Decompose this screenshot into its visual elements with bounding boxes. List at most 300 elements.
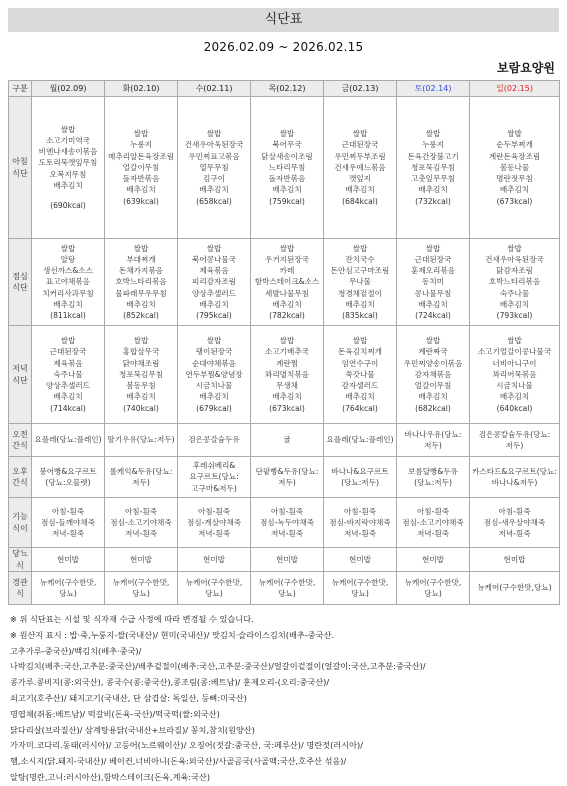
menu-cell [32, 548, 105, 572]
menu-item: (724kcal) [415, 311, 451, 320]
menu-cell [324, 498, 397, 548]
menu-cell [32, 498, 105, 548]
menu-item: 양상추샐러드 [191, 288, 236, 298]
facility-name: 보람요양원 [497, 61, 555, 75]
menu-item: 점심-바지락야채죽 [329, 517, 391, 527]
menu-item: 배추김치 [126, 185, 156, 195]
menu-item: 저녁-흰죽 [416, 529, 450, 539]
menu-item: 임연수구이 [341, 358, 379, 368]
menu-item: 고춧잎무무침 [410, 174, 455, 184]
menu-item: 저녁-흰죽 [343, 529, 377, 539]
menu-cell [105, 97, 178, 239]
menu-item: 동치미 [421, 277, 444, 287]
row-label-line: 식 [16, 560, 24, 570]
menu-item: 연두부찜&양념장 [185, 369, 243, 379]
menu-item: 배추김치 [418, 299, 448, 309]
note-line: 가자미.코다리.동태(러시아)/ 고등어(노르웨이산)/ 오징어(젓갈:중국산, 국:페루산)/ 명란젓(러시아)/ [10, 740, 363, 751]
menu-item: 알탕 [60, 254, 76, 264]
menu-item: 청경채겉절이 [337, 288, 382, 298]
note-line: 고추가루-중국산)/백김치(배추·중국)/ [10, 645, 142, 656]
menu-item: 저녁-흰죽 [124, 529, 158, 539]
menu-cell [397, 326, 470, 424]
row-label [9, 498, 32, 548]
menu-title: 식단표 [8, 8, 559, 32]
menu-item: 우민찌두부조림 [334, 151, 386, 161]
menu-item: 카스타드&요구르트(당뇨:바나나&저두) [472, 466, 557, 487]
menu-item: 쌀밥 [425, 336, 441, 346]
menu-item: 배추김치 [272, 392, 302, 402]
menu-item: 소고기얼갈이콩나물국 [477, 347, 552, 357]
menu-item: 점심-게살야채죽 [186, 517, 242, 527]
menu-cell [178, 548, 251, 572]
menu-item: 소고기미역국 [45, 135, 90, 145]
menu-item: 호박느타리볶음 [488, 277, 541, 287]
menu-item: 홍합살무국 [122, 347, 160, 357]
note-line: 콩가루.콩비지(콩:외국산), 콩국수(콩:중국산),콩조림(콩:베트남)/ 훈제오리-(오리:중국산)/ [10, 677, 330, 688]
row-label [9, 239, 32, 326]
menu-item: (782kcal) [269, 311, 305, 320]
menu-item: 배추김치 [53, 180, 83, 190]
table-body [9, 97, 560, 605]
menu-cell [178, 326, 251, 424]
menu-item: 바나나&요구르트(당뇨:저두) [331, 466, 389, 487]
menu-cell [178, 424, 251, 457]
menu-item: 계란돈육장조림 [488, 151, 541, 161]
menu-cell [397, 97, 470, 239]
row-label-line: 아침 [12, 157, 28, 167]
menu-item: 배추김치 [126, 392, 156, 402]
row-label-line: 당뇨 [12, 549, 28, 559]
note-line: ※ 원산지 표시 : 밥·죽,누룽지-쌀(국내산)/ 현미(국내산)/ 맛김치·슬라이스김치(배추-중국산. [10, 629, 335, 640]
menu-item: 검은콩갈슘두유 [188, 435, 240, 445]
menu-item: 딸기우유(당뇨:저두) [107, 435, 175, 445]
menu-item: 요플레(당뇨:플레인) [326, 435, 394, 445]
menu-item: (852kcal) [123, 311, 159, 320]
row-label-line: 저녁 [12, 364, 28, 374]
menu-item: 콩나물무침 [414, 288, 452, 298]
menu-item: 현미밥 [56, 554, 79, 564]
menu-item: 쌀밥 [352, 129, 368, 139]
menu-item: 현미밥 [503, 554, 526, 564]
menu-cell [397, 572, 470, 605]
menu-item: 보름달빵&두유(당뇨:저두) [408, 466, 458, 487]
weekly-menu-table [8, 80, 560, 605]
menu-item: 카레 [279, 266, 295, 276]
menu-item: 치커리사과무침 [42, 288, 94, 298]
menu-item: 건새우아욱된장국 [184, 140, 244, 150]
menu-item: (795kcal) [196, 311, 232, 320]
menu-item: 배추김치 [418, 185, 448, 195]
note-line: 명엽채(쥐돔:베트남)/ 떡갈비(돈육-국산)/떡국떡(쌀:외국산) [10, 708, 220, 719]
menu-cell [397, 424, 470, 457]
menu-item: 쌀밥 [507, 336, 522, 346]
menu-cell [324, 97, 397, 239]
menu-item: 아침-흰죽 [197, 506, 231, 516]
menu-item: (759kcal) [269, 196, 305, 206]
menu-item: 배추김치 [418, 392, 448, 402]
menu-item: 바나나우유(당뇨:저두) [404, 429, 462, 450]
menu-item: 부대찌개 [126, 254, 156, 264]
menu-item: 계란찜 [275, 358, 298, 368]
menu-item: 훈제오리볶음 [410, 266, 455, 276]
menu-cell [251, 457, 324, 498]
menu-item: 양상추샐러드 [45, 381, 90, 391]
menu-item: 피리감자조림 [191, 277, 236, 287]
menu-item: 배추김치 [345, 392, 375, 402]
note-line: 나박김치(배추:국산,고추분:중국산)/배추겉절이(배추:국산,고추분:중국산)/얼갈이겉절이(얼갈이:국산,고추분:중국산)/ [10, 661, 426, 672]
table-header-row [9, 81, 560, 97]
menu-item: 제육볶음 [199, 266, 229, 276]
menu-item: 누룽지 [129, 140, 152, 150]
menu-item: 아침-흰죽 [51, 506, 85, 516]
menu-cell-gap [33, 191, 103, 200]
menu-item: 점심-새우살야채죽 [483, 517, 546, 527]
menu-notes [10, 612, 560, 786]
menu-item: 닭야채조림 [122, 358, 160, 368]
menu-item: 메추리알돈육장조림 [107, 151, 175, 161]
row-label-line: 오전 [12, 429, 28, 439]
menu-item: 돈육간장불고기 [407, 151, 459, 161]
menu-item: 함박스테이크&소스 [254, 277, 320, 287]
row-label [9, 326, 32, 424]
menu-item: 아침-흰죽 [498, 506, 531, 516]
menu-item: 팽이된장국 [195, 347, 233, 357]
menu-item: 배추김치 [199, 299, 229, 309]
menu-item: 닭살새송이조림 [261, 151, 313, 161]
menu-item: 명란젓무침 [496, 174, 533, 184]
day-header: 목(02.12) [251, 81, 324, 97]
menu-item: (764kcal) [342, 403, 378, 413]
menu-item: (740kcal) [123, 403, 159, 413]
menu-item: 현미밥 [275, 554, 298, 564]
menu-cell [470, 572, 560, 605]
menu-item: 쑥갓나물 [345, 369, 375, 379]
menu-item: 시금치나물 [195, 381, 233, 391]
menu-item: 배추김치 [126, 299, 156, 309]
menu-cell [470, 424, 560, 457]
menu-item: 꽈리멸치볶음 [264, 369, 309, 379]
menu-item: 열무무침 [199, 162, 229, 172]
menu-item: 건새우아욱된장국 [485, 254, 544, 264]
menu-cell [32, 239, 105, 326]
menu-item: (811kcal) [50, 311, 86, 320]
menu-item: 누룽지 [421, 140, 444, 150]
menu-cell [324, 326, 397, 424]
menu-item: 붕어빵&요구르트(당뇨:오믈렛) [39, 466, 97, 487]
menu-item: 쌀밥 [60, 336, 76, 346]
menu-item: 순두부찌개 [496, 140, 533, 150]
menu-period: 2026.02.09 ~ 2026.02.15 [203, 40, 364, 54]
menu-cell [105, 239, 178, 326]
menu-row [9, 424, 560, 457]
menu-item: 배추김치 [499, 299, 530, 309]
menu-cell [251, 572, 324, 605]
menu-item: 뉴케어(구수한맛,당뇨) [39, 577, 97, 598]
row-label-line: 식단 [12, 375, 28, 385]
row-label-line: 식단 [12, 283, 28, 292]
row-label [9, 97, 32, 239]
note-line: ※ 위 식단표는 시설 및 식자재 수급 사정에 따라 변경될 수 있습니다. [10, 614, 254, 624]
menu-item: 쌀밥 [352, 243, 368, 253]
day-header: 화(02.10) [105, 81, 178, 97]
menu-cell [324, 572, 397, 605]
menu-item: 쌀밥 [133, 336, 149, 346]
day-header: 월(02.09) [32, 81, 105, 97]
menu-item: 뉴케어(구수한맛,당뇨) [258, 577, 316, 598]
menu-item: 오복지무침 [49, 169, 87, 179]
note-line: 쇠고기(호주산)/ 돼지고기(국내산, 단 삼겹살: 독일산, 등뼈:미국산) [10, 692, 247, 703]
menu-item: 세발나물무침 [264, 288, 309, 298]
menu-item: (673kcal) [496, 196, 533, 206]
menu-item: 근대된장국 [341, 140, 379, 150]
header-corner: 구분 [9, 81, 32, 97]
menu-cell [105, 424, 178, 457]
menu-cell [178, 239, 251, 326]
row-label-line: 오후 [12, 466, 28, 476]
menu-item: 숙주나물 [499, 288, 530, 298]
menu-cell [32, 572, 105, 605]
menu-item: 쌀밥 [279, 336, 295, 346]
menu-cell [251, 239, 324, 326]
menu-item: 소고기배추국 [264, 347, 309, 357]
menu-item: 너비아니구이 [492, 358, 537, 368]
menu-item: 건새우애느볶음 [334, 162, 386, 172]
menu-item: 점심-소고기야채죽 [110, 517, 172, 527]
menu-item: (658kcal) [196, 196, 232, 206]
menu-item: 점심-들깨야채죽 [40, 517, 96, 527]
menu-item: 근대된장국 [49, 347, 87, 357]
menu-cell [178, 97, 251, 239]
row-label [9, 548, 32, 572]
menu-cell [251, 498, 324, 548]
menu-item: 배추김치 [345, 185, 375, 195]
menu-item: 돈안심고구마조림 [330, 266, 390, 276]
menu-item: 롤케익&두유(당뇨:저두) [109, 466, 173, 487]
menu-item: 배추김치 [499, 185, 530, 195]
menu-item: 제육볶음 [53, 358, 83, 368]
row-label-line: 식이 [12, 523, 28, 533]
menu-cell [105, 548, 178, 572]
menu-cell [32, 457, 105, 498]
row-label-line: 경관 [12, 577, 28, 587]
menu-item: 표고야채볶음 [45, 277, 90, 287]
menu-item: 도토리묵깻잎무침 [38, 158, 98, 168]
menu-cell [324, 457, 397, 498]
menu-item: (673kcal) [269, 403, 305, 413]
menu-cell [397, 457, 470, 498]
menu-cell [32, 97, 105, 239]
menu-item: (714kcal) [50, 403, 86, 413]
row-label-line: 간식 [12, 478, 28, 487]
note-line: 닭다리살(브라질산)/ 삼계탕용닭(국내산+브라질)/ 꽁치,참치(원양산) [10, 724, 255, 735]
menu-cell [105, 457, 178, 498]
menu-cell [105, 326, 178, 424]
menu-row [9, 548, 560, 572]
menu-item: (640kcal) [496, 403, 533, 413]
menu-item: 배추김치 [272, 299, 302, 309]
menu-item: 검은콩칼슘두유(당뇨:저두) [478, 429, 551, 450]
menu-item: 돌자반볶음 [268, 174, 306, 184]
menu-cell [470, 498, 560, 548]
menu-row [9, 498, 560, 548]
menu-item: 쌀밥 [133, 243, 149, 253]
menu-item: 아침-흰죽 [343, 506, 377, 516]
menu-item: 쌀밥 [206, 129, 222, 139]
menu-item: 돌자반볶음 [122, 174, 160, 184]
menu-item: (682kcal) [415, 403, 451, 413]
menu-item: 뉴케어(구수한맛,당뇨) [404, 577, 462, 598]
menu-item: 깻잎지 [348, 174, 371, 184]
menu-item: 시금치나물 [496, 381, 533, 391]
menu-item: 쌀밥 [425, 243, 441, 253]
menu-item: 숙주나물 [53, 369, 83, 379]
menu-item: (679kcal) [196, 403, 232, 413]
menu-item: 현미밥 [202, 554, 225, 564]
menu-item: 아침-흰죽 [416, 506, 450, 516]
menu-cell [470, 457, 560, 498]
menu-item: 쌀밥 [279, 243, 295, 253]
menu-item: 저녁-흰죽 [270, 529, 304, 539]
menu-cell [397, 548, 470, 572]
menu-item: 감자채볶음 [414, 369, 452, 379]
menu-item: 돈채가지볶음 [118, 266, 163, 276]
menu-row [9, 326, 560, 424]
menu-cell [397, 498, 470, 548]
menu-item: 쌀밥 [60, 124, 76, 134]
menu-item: 우민찌표고볶음 [188, 151, 240, 161]
menu-item: 물파래무우무침 [115, 288, 167, 298]
menu-item: 귤 [283, 435, 291, 445]
menu-cell [470, 326, 560, 424]
menu-cell [32, 326, 105, 424]
menu-cell [251, 548, 324, 572]
day-header: 수(02.11) [178, 81, 251, 97]
menu-item: 뉴케어(구수한맛,당뇨) [477, 583, 552, 593]
menu-item: 배추김치 [499, 392, 530, 402]
menu-item: 우민찌양송이볶음 [403, 358, 463, 368]
menu-item: 현미밥 [421, 554, 444, 564]
menu-item: 느타리무침 [268, 162, 306, 172]
menu-item: 계란짜국 [418, 347, 448, 357]
menu-item: 얼갈이무침 [414, 381, 452, 391]
menu-item: 저녁-흰죽 [197, 529, 231, 539]
menu-item: 저녁-흰죽 [498, 529, 531, 539]
menu-item: 김구이 [202, 174, 225, 184]
menu-item: 쌀밥 [425, 129, 441, 139]
menu-item: 청포묵김무침 [410, 162, 455, 172]
menu-cell [178, 457, 251, 498]
note-line: 햄,소시지(닭.돼지-국내산)/ 베이컨,너비아니(돈육:외국산)/사골곰국(사골맥:국산,호주산 섞음)/ [10, 756, 347, 767]
row-label [9, 572, 32, 605]
menu-item: (684kcal) [342, 196, 378, 206]
menu-item: 무생채 [275, 381, 298, 391]
menu-item: 점심-소고기야채죽 [402, 517, 464, 527]
menu-item: 아침-흰죽 [270, 506, 304, 516]
menu-item: 봄동무침 [126, 381, 156, 391]
day-header-sunday: 일(02.15) [470, 81, 560, 97]
menu-item: 쌀밥 [507, 243, 522, 253]
menu-item: 감자샐러드 [341, 381, 379, 391]
menu-cell [105, 498, 178, 548]
menu-item: 쌀밥 [352, 336, 368, 346]
menu-item: 돈육김치찌개 [337, 347, 382, 357]
menu-item: 근대된장국 [414, 254, 452, 264]
menu-item: 청포묵김무침 [118, 369, 163, 379]
menu-item: 쌀밥 [133, 129, 149, 139]
menu-item: 쌀밥 [60, 243, 76, 253]
row-label-line: 간식 [12, 441, 28, 450]
menu-cell [470, 548, 560, 572]
menu-item: 무나물 [348, 277, 371, 287]
menu-item: 배추김치 [272, 185, 302, 195]
row-label [9, 424, 32, 457]
menu-cell [32, 424, 105, 457]
menu-cell [251, 424, 324, 457]
menu-cell [397, 239, 470, 326]
menu-item: 봄동나물 [499, 162, 530, 172]
menu-item: (732kcal) [415, 196, 451, 206]
menu-item: 아침-흰죽 [124, 506, 158, 516]
menu-item: 순대야채볶음 [191, 358, 236, 368]
menu-item: 후레쉬베리&요구르트(당뇨:고구마&저두) [189, 461, 239, 493]
menu-item: 쌀밥 [279, 129, 295, 139]
menu-row [9, 239, 560, 326]
menu-row [9, 97, 560, 239]
row-label-line: 점심 [12, 271, 28, 281]
menu-item: 배추김치 [53, 299, 83, 309]
menu-item: 생선까스&소스 [43, 266, 93, 276]
menu-cell [470, 97, 560, 239]
menu-cell [178, 498, 251, 548]
menu-item: 뉴케어(구수한맛,당뇨) [185, 577, 243, 598]
menu-cell [470, 239, 560, 326]
menu-cell [251, 97, 324, 239]
menu-item: 닭감자조림 [496, 266, 533, 276]
menu-item: (793kcal) [496, 311, 533, 320]
menu-cell [324, 239, 397, 326]
menu-item: 점심-녹두야채죽 [259, 517, 315, 527]
note-line: 알탕(명란,고니:러시아산),함박스테이크(돈육,계육:국산) [10, 771, 211, 782]
menu-item: (639kcal) [123, 196, 159, 206]
menu-item: 저녁-흰죽 [51, 529, 85, 539]
menu-cell [324, 424, 397, 457]
menu-row [9, 457, 560, 498]
row-label-line: 식단 [12, 168, 28, 178]
menu-item: 현미밥 [129, 554, 152, 564]
row-label-line: 식 [16, 589, 24, 598]
menu-cell [251, 326, 324, 424]
row-label-line: 기능 [12, 512, 28, 522]
menu-item: 호박느타리볶음 [115, 277, 167, 287]
menu-item: 비엔나새송이볶음 [38, 147, 98, 157]
menu-item: 쌀밥 [507, 129, 522, 139]
menu-item: 쌀밥 [206, 336, 222, 346]
day-header-saturday: 토(02.14) [397, 81, 470, 97]
menu-item: 현미밥 [348, 554, 371, 564]
menu-item: 얼갈이무침 [122, 162, 160, 172]
menu-item: 우거지된장국 [264, 254, 309, 264]
menu-item: 꽈리어묵볶음 [492, 369, 537, 379]
menu-item: (690kcal) [50, 201, 86, 210]
menu-item: 뉴케어(구수한맛,당뇨) [112, 577, 170, 598]
menu-item: 뉴케어(구수한맛,당뇨) [331, 577, 389, 598]
menu-item: 배추김치 [345, 299, 375, 309]
menu-item: 배추김치 [199, 185, 229, 195]
menu-item: 배추김치 [199, 392, 229, 402]
menu-item: 북어콩나물국 [191, 254, 236, 264]
menu-item: 북어무국 [272, 140, 302, 150]
menu-item: 배추김치 [53, 392, 83, 402]
